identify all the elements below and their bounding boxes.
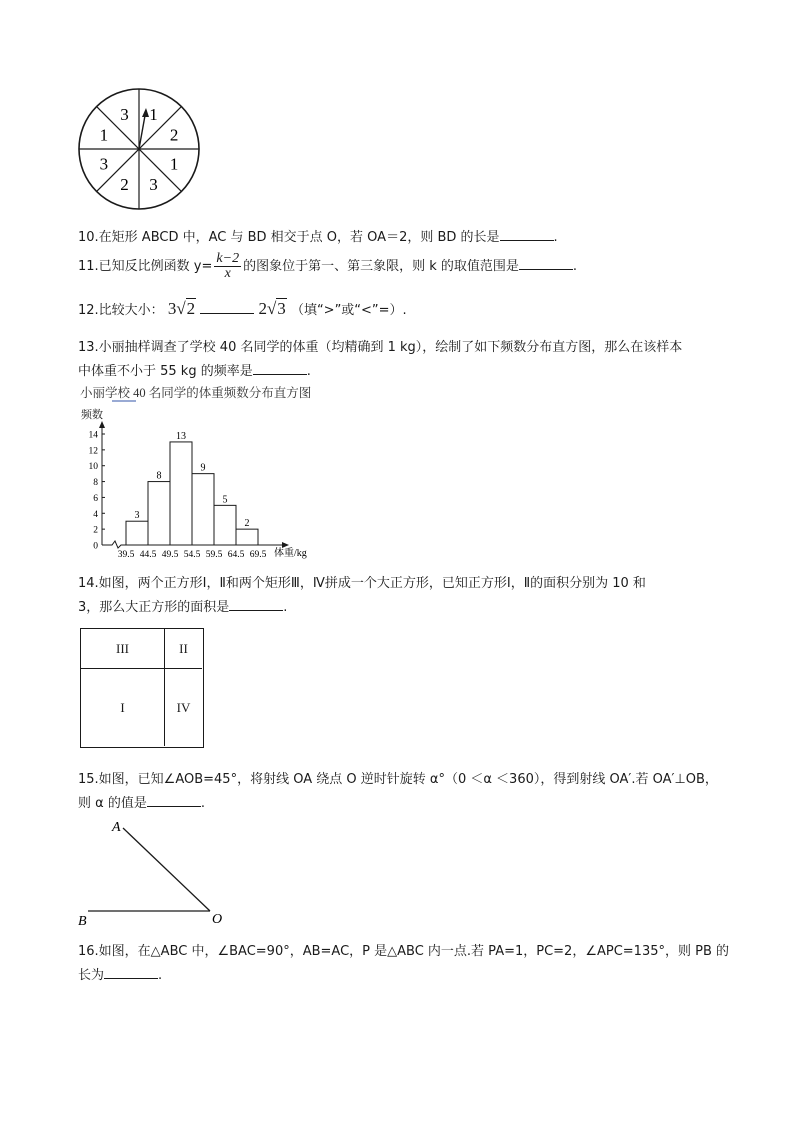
answer-blank[interactable] (500, 228, 554, 241)
bar-value-label: 8 (156, 470, 162, 482)
histogram-bar (148, 482, 170, 545)
spinner-sector-label: 2 (120, 175, 129, 195)
angle-figure (76, 814, 236, 930)
answer-blank[interactable] (253, 362, 307, 375)
weight-histogram (76, 384, 336, 560)
y-tick-label: 0 (93, 541, 98, 552)
square-i: I (81, 669, 165, 746)
question-13: 13.小丽抽样调查了学校 40 名同学的体重（均精确到 1 kg），绘制了如下频数分布直方图，那么在该样本 中体重不小于 55 kg 的频率是 . (78, 340, 683, 379)
x-tick-label: 39.5 (117, 550, 135, 560)
y-tick-label: 10 (88, 462, 98, 473)
y-tick-label: 4 (93, 509, 98, 520)
spinner-figure (76, 86, 202, 212)
x-axis-label: 体重/kg (274, 548, 307, 559)
histogram-bar (214, 505, 236, 545)
histogram-bar (236, 529, 258, 545)
answer-blank[interactable] (147, 794, 201, 807)
histogram-bar (192, 474, 214, 545)
histogram-bar (170, 442, 192, 545)
histogram-bar (126, 521, 148, 545)
x-tick-label: 49.5 (161, 550, 179, 560)
y-tick-label: 6 (93, 493, 98, 504)
x-tick-label: 69.5 (249, 550, 267, 560)
answer-blank[interactable] (104, 966, 158, 979)
spinner-sector-label: 1 (169, 154, 179, 174)
answer-blank[interactable] (229, 598, 283, 611)
x-tick-label: 44.5 (139, 550, 157, 560)
x-tick-label: 54.5 (183, 550, 201, 560)
bar-value-label: 3 (134, 510, 140, 522)
bar-value-label: 13 (176, 430, 186, 442)
spinner-sector-label: 3 (149, 175, 158, 195)
answer-blank[interactable] (519, 257, 573, 270)
y-axis-label: 频数 (81, 409, 103, 421)
question-12: 12.比较大小： 3√2 2√3 （填“>”或“<”=）. (78, 299, 407, 318)
point-b-label: B (78, 914, 87, 929)
question-15: 15.如图，已知∠AOB=45°，将射线 OA 绕点 O 逆时针旋转 α°（0 ＜α ＜360），得到射线 OA′.若 OA′⊥OB， 则 α 的值是 . (78, 772, 718, 811)
spinner-sector-label: 1 (149, 104, 158, 124)
question-10: 10.在矩形 ABCD 中，AC 与 BD 相交于点 O，若 OA＝2，则 BD 的长是 . (78, 230, 558, 245)
bar-value-label: 5 (222, 494, 228, 506)
radical-expression-a: 3√2 (167, 299, 196, 318)
spinner-sector-label: 1 (99, 125, 109, 145)
chart-title: 小丽学校 40 名同学的体重频数分布直方图 (80, 386, 312, 400)
y-tick-label: 14 (88, 430, 98, 441)
spinner-sector-label: 3 (99, 154, 109, 174)
point-a-label: A (112, 820, 121, 835)
bar-value-label: 9 (200, 462, 206, 474)
spinner-sector-label: 3 (120, 104, 129, 124)
bar-value-label: 2 (244, 518, 250, 530)
radical-expression-b: 2√3 (258, 299, 286, 318)
rect-iv: IV (176, 699, 191, 715)
y-tick-label: 12 (88, 446, 98, 457)
point-o-label: O (212, 912, 223, 927)
fraction: $\frac{k-2}{x}$ (216, 251, 240, 281)
spinner-sector-label: 2 (169, 125, 179, 145)
question-14: 14.如图，两个正方形Ⅰ，Ⅱ和两个矩形Ⅲ，Ⅳ拼成一个大正方形，已知正方形Ⅰ，Ⅱ的面积分别为 10 和 3，那么大正方形的面积是 . (78, 576, 646, 615)
square-ii: II (165, 629, 202, 669)
question-16: 16.如图，在△ABC 中，∠BAC=90°，AB=AC，P 是△ABC 内一点.若 PA=1，PC=2，∠APC=135°，则 PB 的 长为 . (78, 944, 730, 983)
question-10-text: 10.在矩形 ABCD 中，AC 与 BD 相交于点 O，若 OA＝2，则 BD 的长是 (78, 230, 500, 245)
rect-iii: III (81, 629, 165, 669)
question-11: 11.已知反比例函数 y= $\frac{k-2}{x}$ 的图象位于第一、第三象限，则 k 的取值范围是 . (78, 251, 578, 281)
x-tick-label: 64.5 (227, 550, 245, 560)
answer-blank[interactable] (200, 301, 254, 314)
y-tick-label: 8 (93, 478, 98, 489)
y-tick-label: 2 (93, 525, 98, 536)
y-axis-arrow (99, 421, 105, 428)
x-tick-label: 59.5 (205, 550, 223, 560)
squares-figure (80, 628, 204, 748)
